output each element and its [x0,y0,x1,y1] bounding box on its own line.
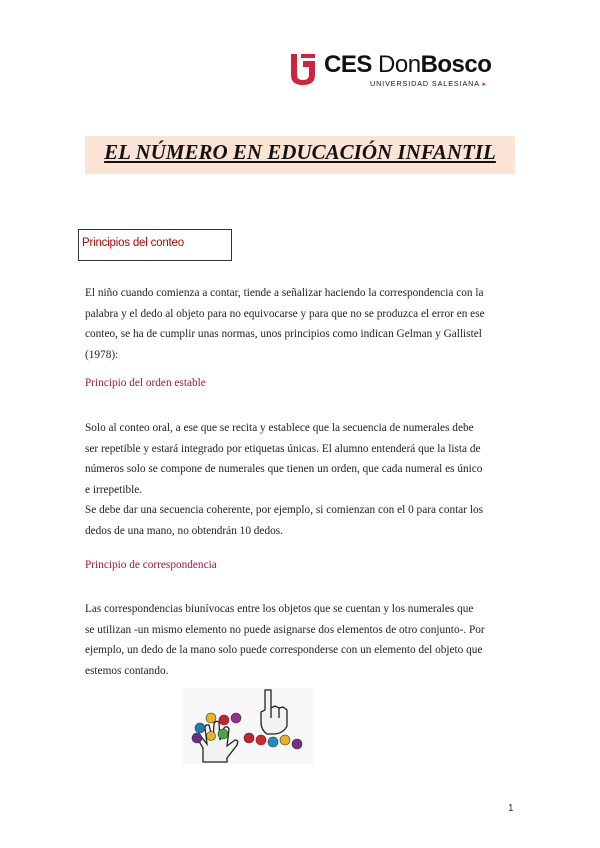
principle-2-paragraph [85,599,515,681]
paragraph-line: Solo al conteo oral, a ese que se recita y establece que la secuencia de numerales debe [85,422,474,434]
logo-subtitle: UNIVERSIDAD SALESIANA ▸ [370,79,487,88]
paragraph-line: e irrepetible. [85,483,143,496]
paragraph-line: números solo se compone de numerales que tienen un orden, que cada numeral es único [85,463,483,475]
logo-brand-text: CES DonBosco [324,51,492,78]
ces-logo-mark-icon [288,51,318,87]
paragraph-line: conteo, se ha de cumplir unas normas, unos principios como indican Gelman y Gallistel [85,328,482,340]
principle-1-paragraph [85,418,515,541]
principle-2-heading: Principio de correspondencia [85,559,217,571]
intro-paragraph [85,283,515,365]
paragraph-line: estemos contando. [85,664,169,677]
paragraph-line: dedos de una mano, no obtendrán 10 dedos. [85,524,283,537]
page-number: 1 [508,803,514,814]
paragraph-line: ser repetible y estará integrado por etiquetas únicas. El alumno entenderá que la lista de [85,442,481,455]
principle-1-heading: Principio del orden estable [85,377,206,389]
paragraph-line: Las correspondencias biunívocas entre los objetos que se cuentan y los numerales que [85,603,474,615]
page-title: EL NÚMERO EN EDUCACIÓN INFANTIL [104,140,496,164]
ces-don-bosco-logo [288,51,508,91]
paragraph-line: El niño cuando comienza a contar, tiende a señalizar haciendo la correspondencia con la [85,287,484,299]
paragraph-line: ejemplo, un dedo de la mano solo puede corresponderse con un elemento del objeto que [85,644,483,656]
paragraph-line: Se debe dar una secuencia coherente, por ejemplo, si comienzan con el 0 para contar los [85,504,484,516]
section-label: Principios del conteo [82,237,184,249]
paragraph-line: se utilizan -un mismo elemento no puede asignarse dos elementos de otro conjunto-. Por [85,623,485,636]
paragraph-line: (1978): [85,348,119,361]
paragraph-line: palabra y el dedo al objeto para no equivocarse y para que no se produzca el error en ese [85,307,485,320]
section-label-box [78,229,232,261]
counting-hands-illustration [183,688,313,764]
